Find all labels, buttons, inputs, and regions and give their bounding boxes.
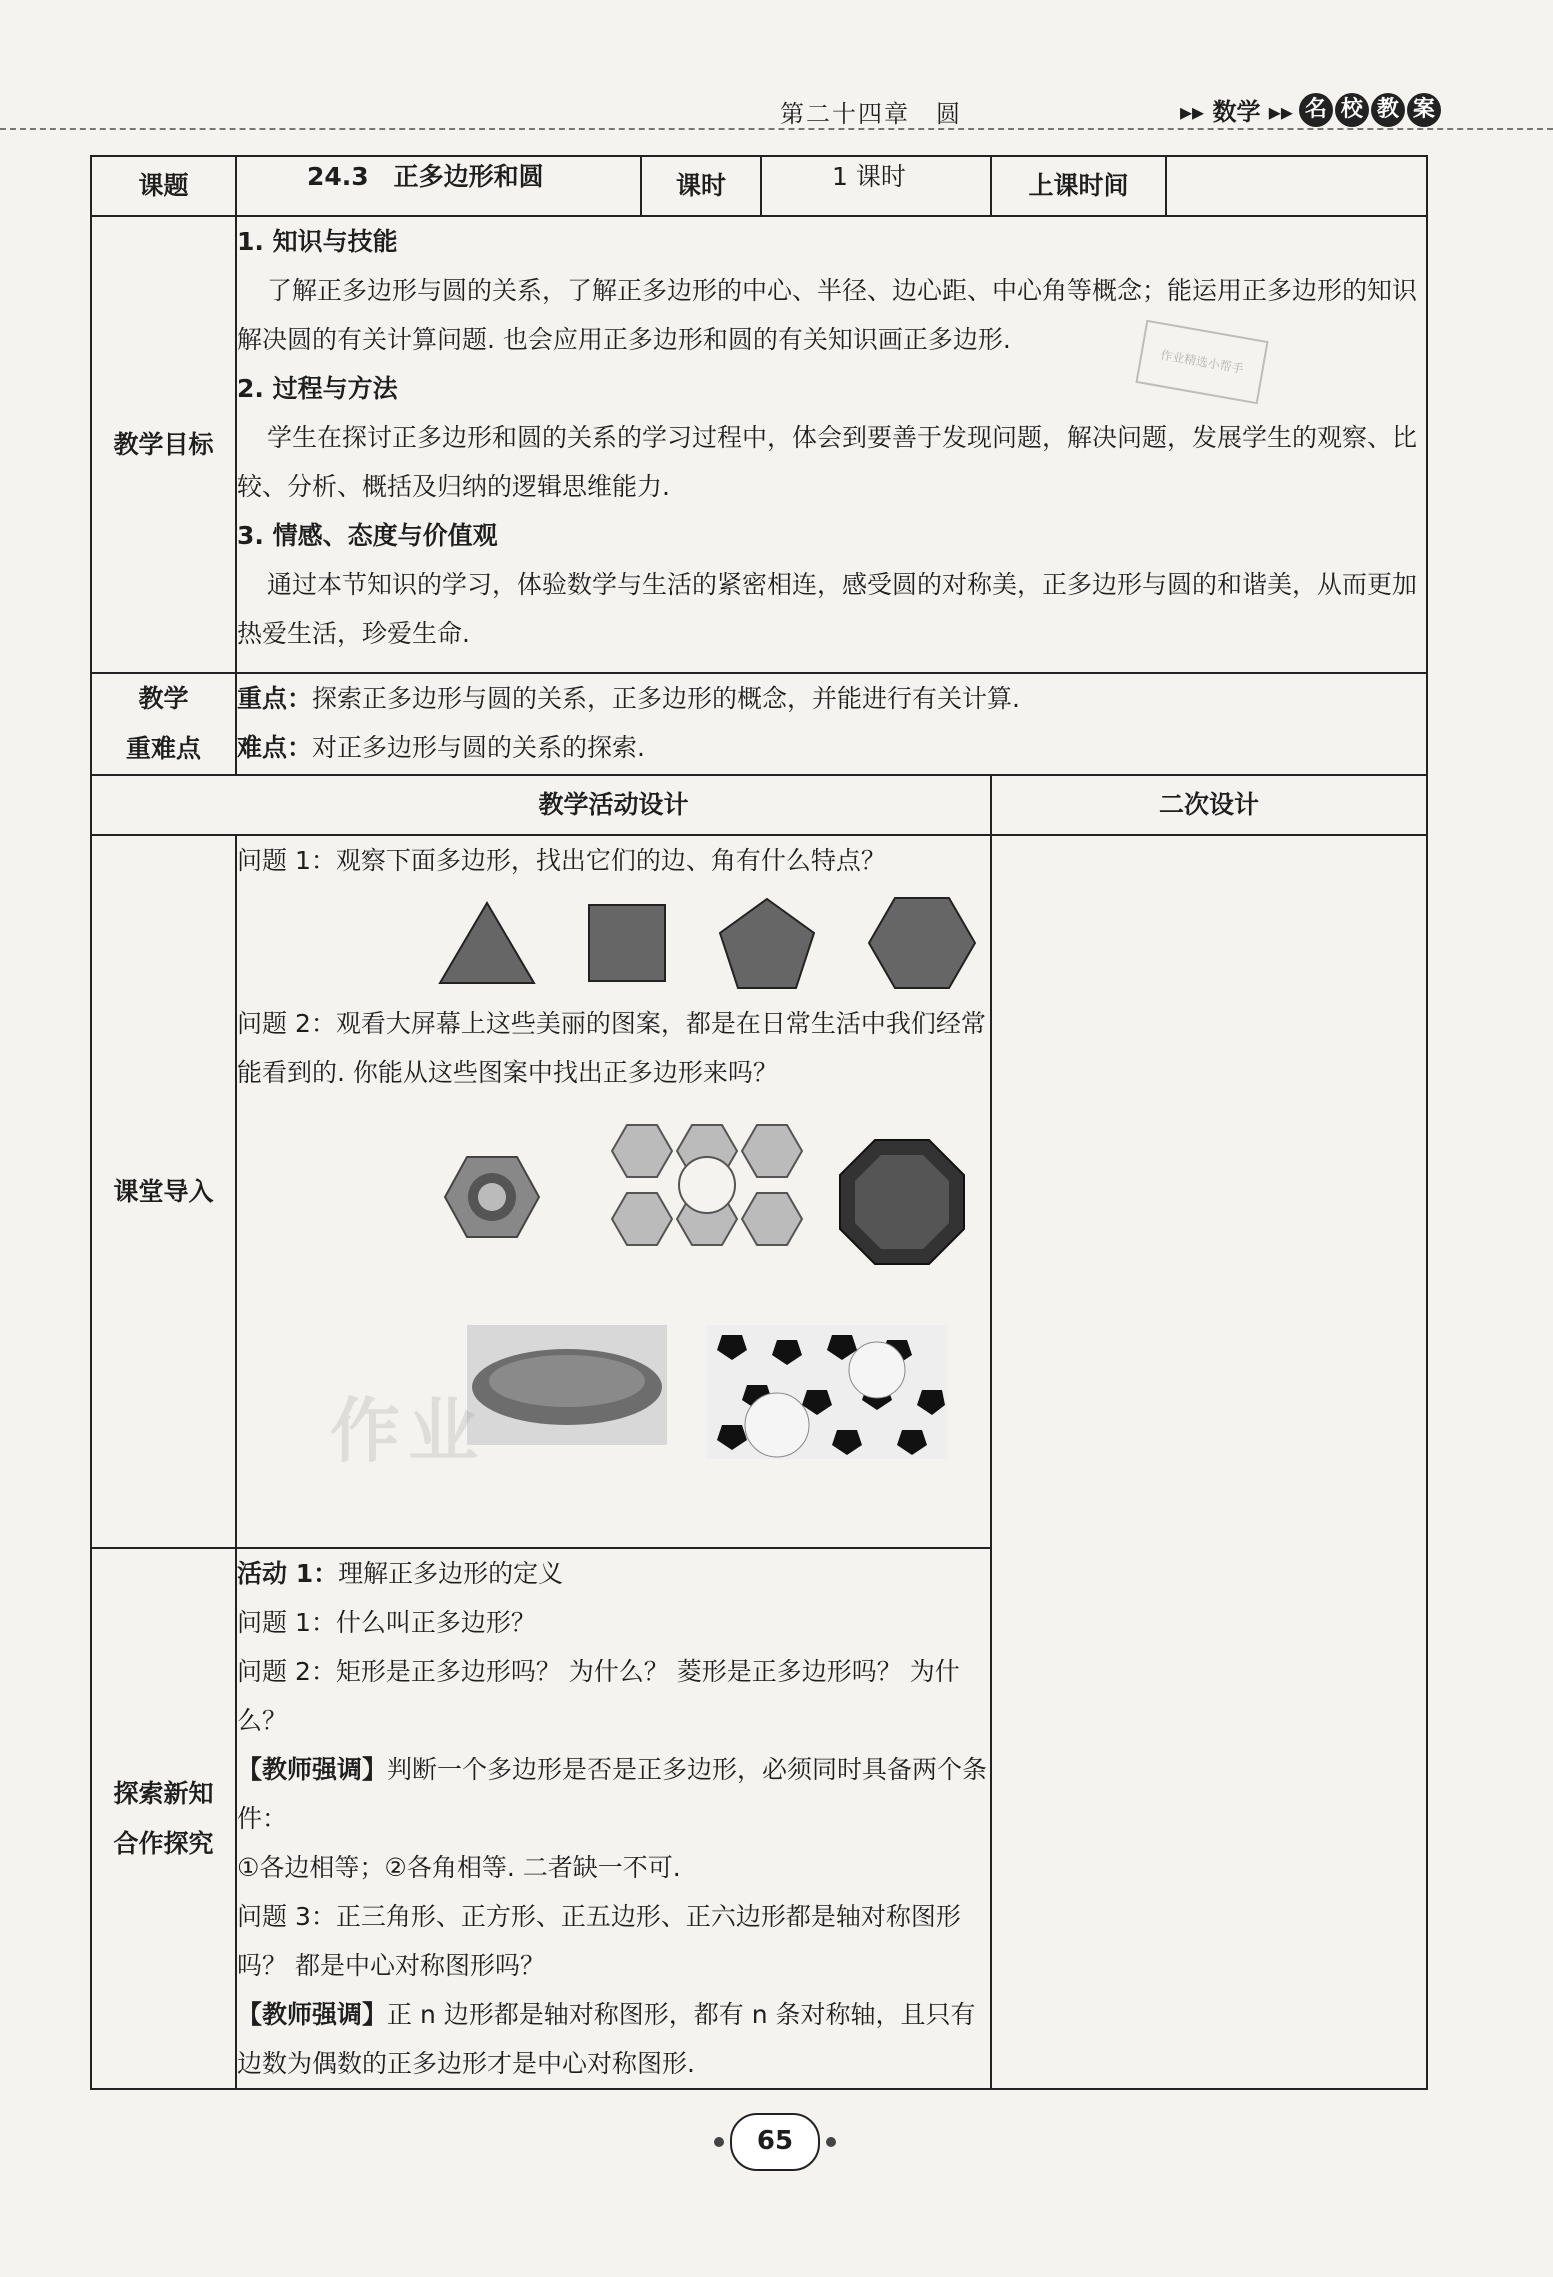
goals-row — [91, 216, 1427, 673]
activity-text: 理解正多边形的定义 — [338, 1559, 564, 1588]
second-design-header: 二次设计 — [991, 775, 1427, 835]
soccer-ball-pattern-image — [707, 1325, 947, 1459]
pentagon-shape — [717, 896, 817, 991]
hexagon-shape — [867, 895, 977, 991]
emphasis-text: 正 n 边形都是轴对称图形，都有 n 条对称轴，且只有边数为偶数的正多边形才是中心对称图形. — [237, 2000, 976, 2078]
explore-label-line: 合作探究 — [113, 1828, 214, 1858]
key-text: 探索正多边形与圆的关系，正多边形的概念，并能进行有关计算. — [312, 684, 1020, 713]
key-points-content — [236, 673, 1427, 775]
design-header: 教学活动设计 — [91, 775, 991, 835]
topic-row — [91, 156, 1427, 216]
octagon-image — [837, 1137, 967, 1267]
series-char: 校 — [1335, 93, 1369, 127]
difficulty-text: 对正多边形与圆的关系的探索. — [312, 733, 645, 762]
series-header — [1180, 92, 1441, 127]
chapter-title: 第二十四章 圆 — [780, 100, 962, 128]
subject-label: ▸▸ 数学 ▸▸ — [1180, 98, 1293, 126]
key-label: 重点： — [237, 684, 313, 713]
emphasis-label: 【教师强调】 — [237, 2000, 388, 2029]
explore-content — [236, 1548, 991, 2089]
intro-label: 课堂导入 — [91, 835, 236, 1548]
regular-polygons-figure — [237, 885, 990, 999]
square-shape — [587, 903, 667, 983]
hexagon-tiling-image — [597, 1115, 817, 1255]
goal-text: 通过本节知识的学习，体验数学与生活的紧密相连，感受圆的对称美，正多边形与圆的和谐美，从而更加热爱生活，珍爱生命. — [237, 570, 1418, 648]
difficulty-label: 难点： — [237, 733, 313, 762]
goal-title: 3. 情感、态度与价值观 — [237, 521, 498, 550]
intro-row — [91, 835, 1427, 1548]
emphasis-label: 【教师强调】 — [237, 1755, 388, 1784]
page-number — [680, 2115, 870, 2169]
series-char: 名 — [1299, 93, 1333, 127]
period-label: 课时 — [641, 156, 761, 216]
explore-question: 问题 1：什么叫正多边形？ — [237, 1608, 536, 1637]
explore-question: 问题 3：正三角形、正方形、正五边形、正六边形都是轴对称图形吗？ 都是中心对称图形吗？ — [237, 1902, 961, 1980]
dome-pattern-image — [467, 1325, 667, 1445]
key-label-line: 重难点 — [125, 734, 201, 763]
series-badge — [1299, 93, 1441, 127]
stamp-watermark: 作业精选小帮手 — [1135, 320, 1268, 405]
key-label-line: 教学 — [138, 684, 189, 713]
activity-label: 活动 1： — [237, 1559, 339, 1588]
series-char: 教 — [1371, 93, 1405, 127]
goals-content — [236, 216, 1427, 673]
topic-value: 24.3 正多边形和圆 — [236, 156, 641, 216]
dot-icon — [826, 2137, 836, 2147]
series-char: 案 — [1407, 93, 1441, 127]
key-points-row — [91, 673, 1427, 775]
key-points-label — [91, 673, 236, 775]
pattern-images — [237, 1097, 990, 1547]
intro-question: 问题 1：观察下面多边形，找出它们的边、角有什么特点？ — [237, 846, 886, 875]
hex-nut-image — [442, 1152, 542, 1242]
design-header-row — [91, 775, 1427, 835]
goals-label: 教学目标 — [91, 216, 236, 673]
explore-label — [91, 1548, 236, 2089]
period-value: 1 课时 — [761, 156, 991, 216]
lesson-plan-table — [90, 155, 1428, 2090]
topic-label: 课题 — [91, 156, 236, 216]
dot-icon — [714, 2137, 724, 2147]
intro-question: 问题 2：观看大屏幕上这些美丽的图案，都是在日常生活中我们经常能看到的. 你能从这些图案中找出正多边形来吗？ — [237, 1009, 986, 1087]
triangle-shape — [437, 898, 537, 988]
goal-text: 了解正多边形与圆的关系，了解正多边形的中心、半径、边心距、中心角等概念；能运用正多边形的知识解决圆的有关计算问题. 也会应用正多边形和圆的有关知识画正多边形. — [237, 276, 1418, 354]
time-value[interactable] — [1166, 156, 1427, 216]
page-number-value: 65 — [730, 2113, 820, 2171]
goal-text: 学生在探讨正多边形和圆的关系的学习过程中，体会到要善于发现问题，解决问题，发展学生的观察、比较、分析、概括及归纳的逻辑思维能力. — [237, 423, 1418, 501]
header-divider — [0, 128, 1553, 130]
goal-title: 1. 知识与技能 — [237, 227, 398, 256]
explore-question: 问题 2：矩形是正多边形吗？ 为什么？ 菱形是正多边形吗？ 为什么？ — [237, 1657, 960, 1735]
watermark-text: 作业 — [330, 1390, 486, 1472]
conditions-text: ①各边相等；②各角相等. 二者缺一不可. — [237, 1853, 681, 1882]
goal-title: 2. 过程与方法 — [237, 374, 398, 403]
explore-label-line: 探索新知 — [113, 1778, 214, 1808]
time-label: 上课时间 — [991, 156, 1166, 216]
emphasis-text: 判断一个多边形是否是正多边形，必须同时具备两个条件： — [237, 1755, 988, 1833]
second-design-area[interactable] — [991, 835, 1427, 2089]
